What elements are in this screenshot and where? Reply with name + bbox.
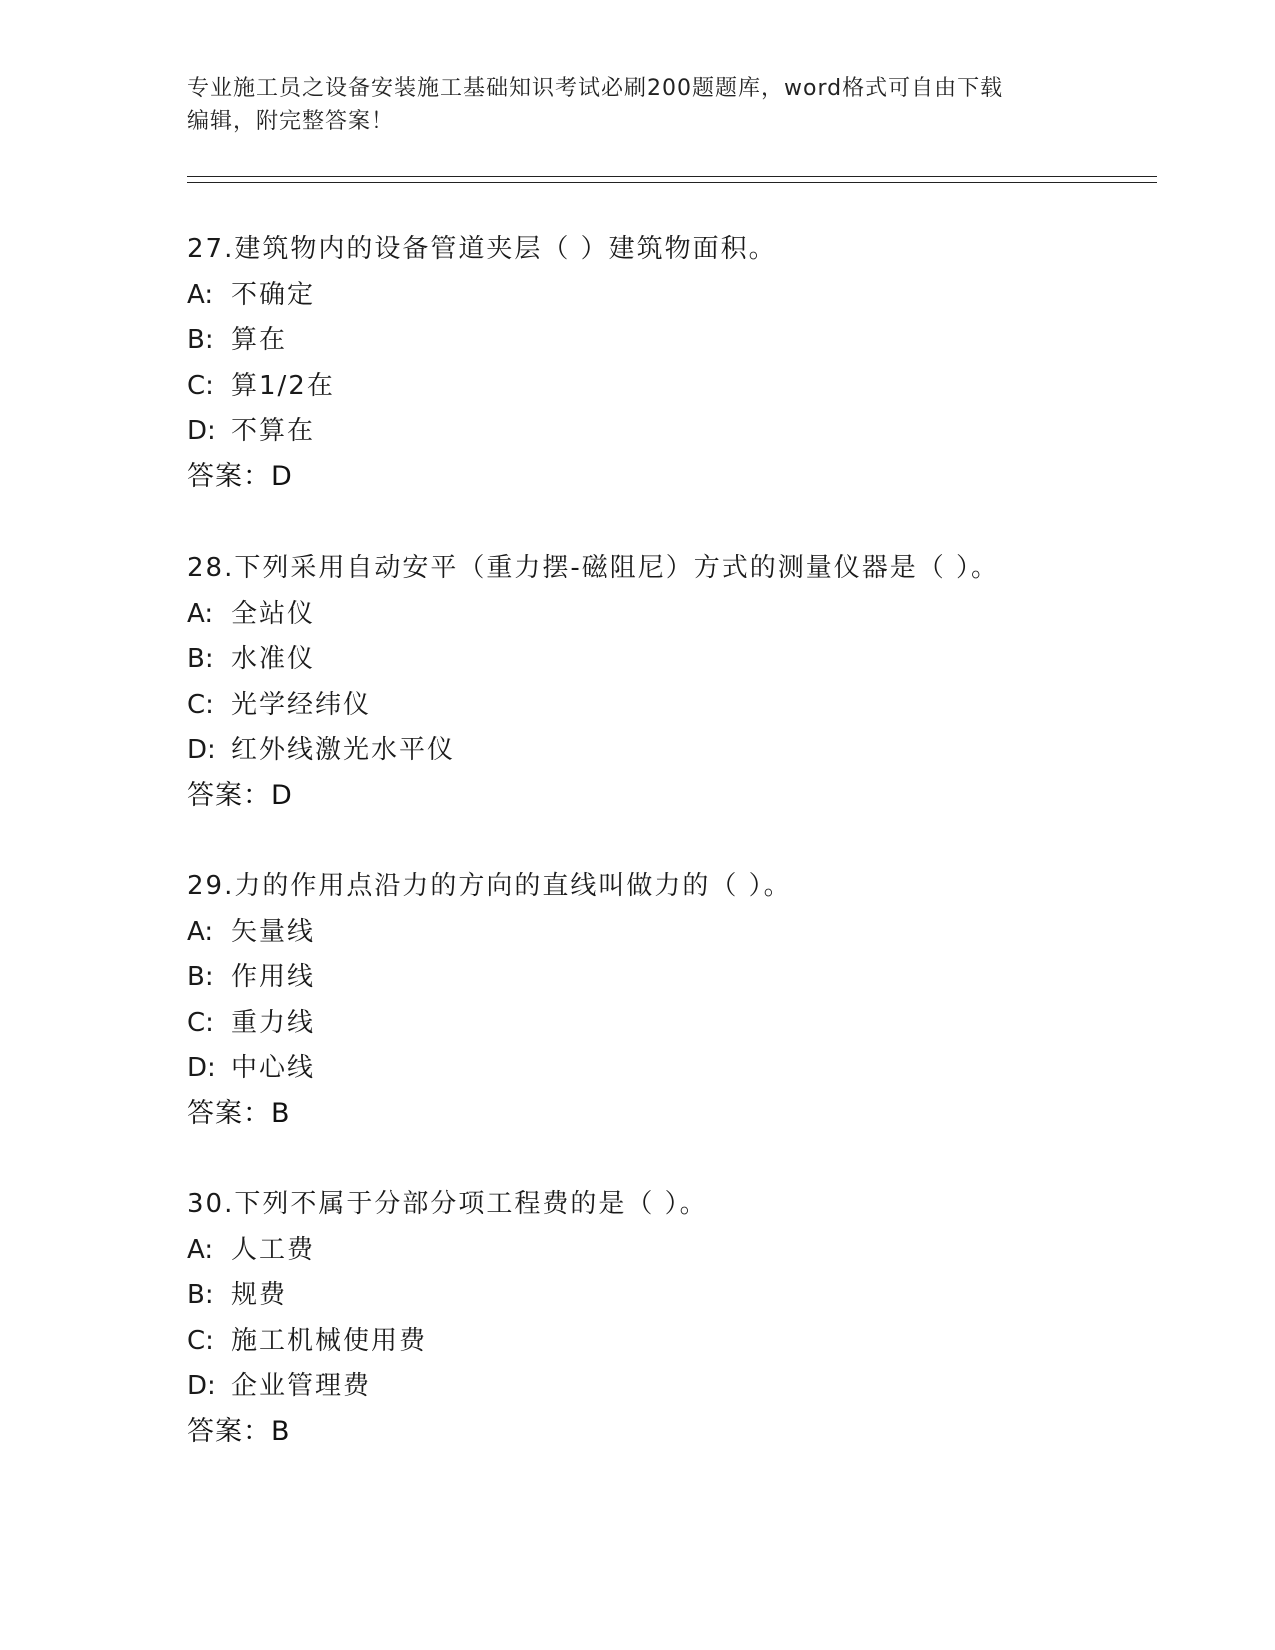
answer-value: D bbox=[271, 779, 292, 811]
option-key: A: bbox=[187, 1234, 214, 1265]
option-text: 全站仪 bbox=[231, 598, 316, 629]
option-text: 施工机械使用费 bbox=[231, 1325, 428, 1356]
option-text: 矢量线 bbox=[231, 916, 316, 947]
answer-line bbox=[187, 781, 1187, 811]
document-header bbox=[187, 72, 1087, 138]
answer-value: B bbox=[271, 1097, 290, 1129]
option-c bbox=[187, 371, 1187, 401]
option-key: D: bbox=[187, 1053, 216, 1083]
option-a bbox=[187, 280, 1187, 310]
option-key: D: bbox=[187, 735, 216, 765]
option-text: 规费 bbox=[231, 1280, 288, 1310]
header-line-1: 专业施工员之设备安装施工基础知识考试必刷200题题库，word格式可自由下载 bbox=[187, 76, 1004, 101]
option-d bbox=[187, 416, 1187, 446]
option-text: 光学经纬仪 bbox=[231, 689, 372, 720]
option-key: B: bbox=[187, 1280, 214, 1310]
option-text: 算在 bbox=[231, 325, 288, 355]
option-key: B: bbox=[187, 325, 214, 355]
option-c bbox=[187, 690, 1187, 720]
option-b bbox=[187, 325, 1187, 355]
question-title: 27.建筑物内的设备管道夹层（ ）建筑物面积。 bbox=[187, 234, 777, 264]
option-key: C: bbox=[187, 370, 214, 401]
question-28 bbox=[187, 553, 1187, 811]
option-text: 重力线 bbox=[231, 1007, 316, 1038]
answer-label: 答案： bbox=[187, 460, 271, 492]
option-b bbox=[187, 1280, 1187, 1310]
answer-line bbox=[187, 462, 1187, 492]
answer-value: D bbox=[271, 460, 292, 492]
option-text: 作用线 bbox=[231, 962, 316, 992]
option-a bbox=[187, 1235, 1187, 1265]
option-text: 中心线 bbox=[231, 1053, 316, 1083]
option-d bbox=[187, 1371, 1187, 1401]
header-double-rule bbox=[187, 176, 1157, 183]
option-key: A: bbox=[187, 598, 214, 629]
option-key: A: bbox=[187, 279, 214, 310]
option-a bbox=[187, 917, 1187, 947]
answer-value: B bbox=[271, 1415, 290, 1447]
question-27 bbox=[187, 234, 1187, 492]
header-line-2: 编辑，附完整答案！ bbox=[187, 109, 395, 134]
option-text: 不确定 bbox=[231, 279, 316, 310]
option-text: 人工费 bbox=[231, 1234, 316, 1265]
option-d bbox=[187, 1053, 1187, 1083]
question-30 bbox=[187, 1189, 1187, 1447]
answer-line bbox=[187, 1099, 1187, 1129]
option-text: 企业管理费 bbox=[231, 1371, 372, 1401]
option-key: C: bbox=[187, 1325, 214, 1356]
option-key: C: bbox=[187, 689, 214, 720]
option-text: 算1/2在 bbox=[231, 370, 335, 401]
answer-line bbox=[187, 1417, 1187, 1447]
question-title: 28.下列采用自动安平（重力摆-磁阻尼）方式的测量仪器是（ ）。 bbox=[187, 553, 999, 583]
question-29 bbox=[187, 871, 1187, 1129]
option-key: D: bbox=[187, 416, 216, 446]
option-d bbox=[187, 735, 1187, 765]
question-title: 29.力的作用点沿力的方向的直线叫做力的（ ）。 bbox=[187, 871, 792, 901]
option-key: A: bbox=[187, 916, 214, 947]
option-c bbox=[187, 1008, 1187, 1038]
answer-label: 答案： bbox=[187, 779, 271, 811]
option-text: 水准仪 bbox=[231, 644, 316, 674]
option-key: B: bbox=[187, 644, 214, 674]
option-text: 红外线激光水平仪 bbox=[231, 735, 456, 765]
option-text: 不算在 bbox=[231, 416, 316, 446]
option-b bbox=[187, 962, 1187, 992]
question-title: 30.下列不属于分部分项工程费的是（ ）。 bbox=[187, 1189, 708, 1219]
option-b bbox=[187, 644, 1187, 674]
answer-label: 答案： bbox=[187, 1097, 271, 1129]
option-a bbox=[187, 599, 1187, 629]
option-key: D: bbox=[187, 1371, 216, 1401]
option-c bbox=[187, 1326, 1187, 1356]
option-key: B: bbox=[187, 962, 214, 992]
answer-label: 答案： bbox=[187, 1415, 271, 1447]
option-key: C: bbox=[187, 1007, 214, 1038]
